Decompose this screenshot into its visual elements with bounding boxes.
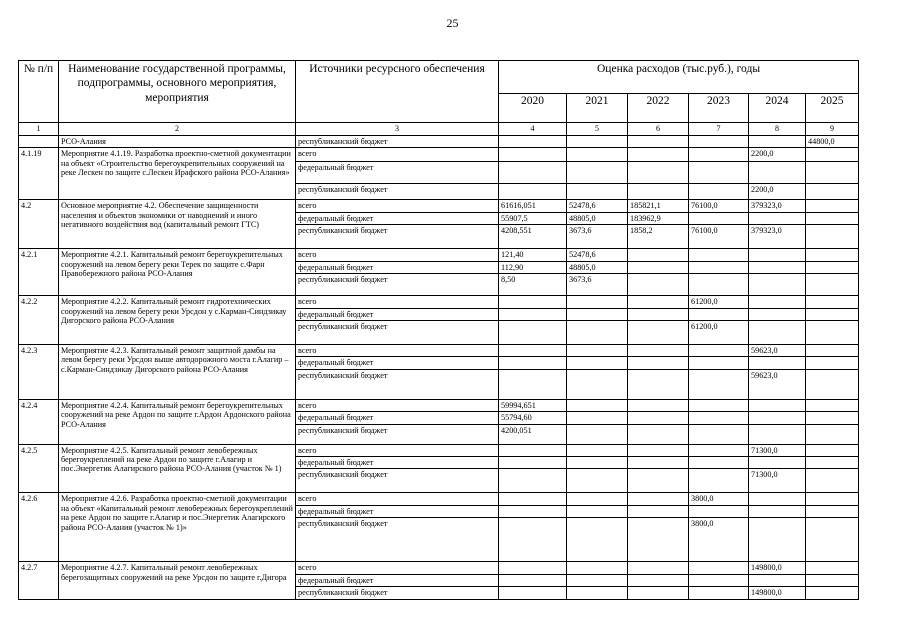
cost-cell [806, 308, 859, 320]
cost-cell: 52478,6 [567, 249, 628, 261]
cost-cell: 59623,0 [749, 344, 806, 356]
cost-cell [628, 136, 689, 148]
cost-cell [689, 136, 749, 148]
cost-cell [689, 457, 749, 469]
source-label: федеральный бюджет [296, 412, 499, 424]
cost-cell [499, 162, 567, 184]
cost-cell [628, 184, 689, 200]
source-label: всего [296, 148, 499, 162]
cost-cell [567, 162, 628, 184]
cost-cell [628, 493, 689, 505]
cost-cell [628, 274, 689, 296]
cost-cell [628, 261, 689, 273]
row-name: Мероприятие 4.2.2. Капитальный ремонт гидротехнических сооружений на левом берегу реки Урсдон у с.Карман-Синдзикау Дигорского района РСО-Алания [59, 296, 296, 345]
cost-cell [689, 249, 749, 261]
cost-cell [806, 399, 859, 411]
cost-cell [567, 444, 628, 456]
cost-cell [499, 505, 567, 517]
cost-cell [689, 184, 749, 200]
source-label: всего [296, 399, 499, 411]
cost-cell [749, 505, 806, 517]
row-name: Мероприятие 4.1.19. Разработка проектно-сметной документации на объект «Строительство берегоукрепительных сооружений на реке Лескен по защите с.Лескен Ирафского района РСО-Алания» [59, 148, 296, 200]
table-row [19, 249, 859, 261]
cost-cell [567, 505, 628, 517]
cost-cell [628, 162, 689, 184]
source-label: федеральный бюджет [296, 212, 499, 224]
cost-cell [689, 212, 749, 224]
cost-cell: 183962,9 [628, 212, 689, 224]
row-number: 4.2.6 [19, 493, 59, 562]
cost-cell [749, 574, 806, 586]
source-label: федеральный бюджет [296, 505, 499, 517]
row-name: РСО-Алания [59, 136, 296, 148]
table-row [19, 136, 859, 148]
row-name: Мероприятие 4.2.3. Капитальный ремонт защитной дамбы на левом берегу реки Урсдон выше автодорожного моста г.Алагир – с.Карман-Синдзикау Дигорского района РСО-Алания [59, 344, 296, 399]
header-name: Наименование государственной программы, подпрограммы, основного мероприятия, мероприятия [59, 61, 296, 123]
source-label: федеральный бюджет [296, 357, 499, 369]
cost-cell [689, 424, 749, 444]
cost-cell [628, 369, 689, 399]
cost-cell [628, 469, 689, 493]
source-label: республиканский бюджет [296, 369, 499, 399]
source-label: всего [296, 249, 499, 261]
cost-cell [749, 308, 806, 320]
row-name: Мероприятие 4.2.6. Разработка проектно-сметной документации на объект «Капитальный ремонт левобережных берегоукреплений на реке Ардон по защите г.Алагир и пос.Энергетик Алагирского района РСО-Алания (участок № 1)» [59, 493, 296, 562]
cost-cell: 61200,0 [689, 320, 749, 344]
cost-cell: 44800,0 [806, 136, 859, 148]
cost-cell [567, 493, 628, 505]
cost-cell: 185821,1 [628, 200, 689, 212]
cost-cell [806, 225, 859, 249]
row-number: 4.2.1 [19, 249, 59, 296]
column-number: 7 [689, 123, 749, 136]
cost-cell [689, 505, 749, 517]
header-costs: Оценка расходов (тыс.руб.), годы [499, 61, 859, 94]
table-row [19, 344, 859, 356]
cost-cell [806, 444, 859, 456]
cost-cell [749, 412, 806, 424]
cost-cell: 3673,6 [567, 225, 628, 249]
cost-cell [567, 344, 628, 356]
cost-cell [749, 162, 806, 184]
source-label: федеральный бюджет [296, 308, 499, 320]
cost-cell: 55907,5 [499, 212, 567, 224]
cost-cell [567, 574, 628, 586]
cost-cell [689, 261, 749, 273]
cost-cell: 3673,6 [567, 274, 628, 296]
source-label: всего [296, 200, 499, 212]
source-label: всего [296, 444, 499, 456]
source-label: всего [296, 562, 499, 574]
cost-cell [499, 369, 567, 399]
table-row [19, 148, 859, 162]
cost-cell: 76100,0 [689, 225, 749, 249]
cost-cell [806, 412, 859, 424]
column-number: 9 [806, 123, 859, 136]
cost-cell: 1858,2 [628, 225, 689, 249]
cost-cell: 48805,0 [567, 212, 628, 224]
cost-cell: 2200,0 [749, 148, 806, 162]
table-row [19, 200, 859, 212]
source-label: федеральный бюджет [296, 261, 499, 273]
cost-cell [806, 296, 859, 308]
cost-cell [567, 148, 628, 162]
cost-cell [567, 469, 628, 493]
cost-cell [628, 296, 689, 308]
cost-cell [749, 296, 806, 308]
header-year: 2023 [689, 94, 749, 123]
cost-cell [806, 261, 859, 273]
cost-cell [806, 424, 859, 444]
cost-cell [806, 148, 859, 162]
cost-cell [628, 249, 689, 261]
cost-cell: 149800,0 [749, 562, 806, 574]
row-number: 4.2.5 [19, 444, 59, 493]
cost-cell [689, 148, 749, 162]
cost-cell [806, 344, 859, 356]
cost-cell: 59623,0 [749, 369, 806, 399]
cost-cell [689, 399, 749, 411]
row-number: 4.2.4 [19, 399, 59, 444]
cost-cell [806, 369, 859, 399]
cost-cell [749, 212, 806, 224]
source-label: республиканский бюджет [296, 469, 499, 493]
column-number: 8 [749, 123, 806, 136]
cost-cell [567, 412, 628, 424]
table-row [19, 562, 859, 574]
cost-cell [567, 518, 628, 562]
cost-cell: 3800,0 [689, 493, 749, 505]
row-name: Мероприятие 4.2.1. Капитальный ремонт берегоукрепительных сооружений на левом берегу реки Терек по защите с.Фарн Правобережного района РСО-Алания [59, 249, 296, 296]
cost-cell [567, 424, 628, 444]
cost-cell [628, 344, 689, 356]
cost-cell [499, 574, 567, 586]
cost-cell: 379323,0 [749, 200, 806, 212]
cost-cell [806, 518, 859, 562]
cost-cell: 4200,051 [499, 424, 567, 444]
column-number: 5 [567, 123, 628, 136]
cost-cell [628, 457, 689, 469]
row-number: 4.2 [19, 200, 59, 249]
cost-cell [567, 369, 628, 399]
cost-cell [567, 457, 628, 469]
row-number: 4.2.2 [19, 296, 59, 345]
row-number: 4.2.7 [19, 562, 59, 599]
cost-cell: 55794,60 [499, 412, 567, 424]
cost-cell: 112,90 [499, 261, 567, 273]
cost-cell [628, 505, 689, 517]
cost-cell [749, 261, 806, 273]
cost-cell [567, 308, 628, 320]
cost-cell [499, 444, 567, 456]
row-number: 4.1.19 [19, 148, 59, 200]
source-label: республиканский бюджет [296, 274, 499, 296]
cost-cell [628, 562, 689, 574]
cost-cell [806, 212, 859, 224]
cost-cell [567, 296, 628, 308]
cost-cell [567, 184, 628, 200]
cost-cell [689, 444, 749, 456]
column-number: 6 [628, 123, 689, 136]
cost-cell: 379323,0 [749, 225, 806, 249]
cost-cell [499, 357, 567, 369]
cost-cell [806, 200, 859, 212]
cost-cell [628, 412, 689, 424]
budget-table [18, 60, 859, 600]
cost-cell [806, 357, 859, 369]
cost-cell [806, 320, 859, 344]
cost-cell: 2200,0 [749, 184, 806, 200]
column-number: 2 [59, 123, 296, 136]
header-year: 2022 [628, 94, 689, 123]
source-label: всего [296, 344, 499, 356]
source-label: федеральный бюджет [296, 457, 499, 469]
cost-cell [499, 562, 567, 574]
cost-cell [499, 518, 567, 562]
cost-cell [628, 587, 689, 599]
cost-cell: 52478,6 [567, 200, 628, 212]
cost-cell: 61616,051 [499, 200, 567, 212]
table-body [19, 136, 859, 600]
row-name: Мероприятие 4.2.5. Капитальный ремонт левобережных берегоукреплений на реке Ардон по защите г.Алагир и пос.Энергетик Алагирского района РСО-Алания (участок № 1) [59, 444, 296, 493]
cost-cell: 8,50 [499, 274, 567, 296]
cost-cell [499, 457, 567, 469]
source-label: республиканский бюджет [296, 225, 499, 249]
cost-cell: 59994,651 [499, 399, 567, 411]
source-label: республиканский бюджет [296, 518, 499, 562]
table-row [19, 493, 859, 505]
cost-cell: 48805,0 [567, 261, 628, 273]
cost-cell [689, 357, 749, 369]
column-number: 3 [296, 123, 499, 136]
cost-cell [567, 399, 628, 411]
row-name: Мероприятие 4.2.7. Капитальный ремонт левобережных берегозащитных сооружений на реке Урсдон по защите г.Дигора [59, 562, 296, 599]
cost-cell [806, 469, 859, 493]
cost-cell: 4208,551 [499, 225, 567, 249]
cost-cell [749, 274, 806, 296]
header-no: № п/п [19, 61, 59, 123]
cost-cell [628, 357, 689, 369]
cost-cell [628, 308, 689, 320]
cost-cell [628, 444, 689, 456]
cost-cell [689, 308, 749, 320]
page-number: 25 [446, 16, 459, 30]
row-name: Основное мероприятие 4.2. Обеспечение защищенности населения и объектов экономики от наводнений и иного негативного воздействия вод (капитальный ремонт ГТС) [59, 200, 296, 249]
header-source: Источники ресурсного обеспечения [296, 61, 499, 123]
cost-cell [806, 574, 859, 586]
source-label: республиканский бюджет [296, 320, 499, 344]
cost-cell [806, 457, 859, 469]
cost-cell [567, 562, 628, 574]
row-name: Мероприятие 4.2.4. Капитальный ремонт берегоукрепительных сооружений на реке Ардон по защите г.Ардон Ардонского района РСО-Алания [59, 399, 296, 444]
cost-cell [499, 344, 567, 356]
cost-cell [806, 505, 859, 517]
cost-cell [567, 320, 628, 344]
column-number: 4 [499, 123, 567, 136]
cost-cell [628, 424, 689, 444]
cost-cell [806, 162, 859, 184]
cost-cell [499, 148, 567, 162]
cost-cell: 76100,0 [689, 200, 749, 212]
cost-cell [499, 308, 567, 320]
cost-cell [628, 574, 689, 586]
cost-cell [499, 587, 567, 599]
cost-cell [806, 274, 859, 296]
cost-cell [749, 399, 806, 411]
cost-cell: 61200,0 [689, 296, 749, 308]
cost-cell [689, 574, 749, 586]
source-label: федеральный бюджет [296, 162, 499, 184]
header-year: 2021 [567, 94, 628, 123]
source-label: республиканский бюджет [296, 587, 499, 599]
source-label: республиканский бюджет [296, 136, 499, 148]
cost-cell [499, 136, 567, 148]
cost-cell [806, 493, 859, 505]
cost-cell [806, 562, 859, 574]
cost-cell [806, 184, 859, 200]
cost-cell [567, 357, 628, 369]
header-year: 2020 [499, 94, 567, 123]
cost-cell [628, 148, 689, 162]
cost-cell [806, 249, 859, 261]
cost-cell [499, 493, 567, 505]
cost-cell [749, 493, 806, 505]
cost-cell [567, 587, 628, 599]
header-year: 2024 [749, 94, 806, 123]
cost-cell [749, 136, 806, 148]
cost-cell [689, 344, 749, 356]
source-label: республиканский бюджет [296, 424, 499, 444]
cost-cell [689, 412, 749, 424]
cost-cell [749, 249, 806, 261]
cost-cell [806, 587, 859, 599]
cost-cell [689, 587, 749, 599]
table-row [19, 444, 859, 456]
column-number: 1 [19, 123, 59, 136]
header-year: 2025 [806, 94, 859, 123]
source-label: всего [296, 296, 499, 308]
source-label: федеральный бюджет [296, 574, 499, 586]
cost-cell [499, 184, 567, 200]
cost-cell [499, 296, 567, 308]
cost-cell [749, 457, 806, 469]
table-row [19, 296, 859, 308]
cost-cell [499, 469, 567, 493]
cost-cell [689, 274, 749, 296]
cost-cell: 71300,0 [749, 469, 806, 493]
cost-cell: 121,40 [499, 249, 567, 261]
cost-cell: 149800,0 [749, 587, 806, 599]
cost-cell [749, 357, 806, 369]
cost-cell [628, 399, 689, 411]
cost-cell [689, 469, 749, 493]
source-label: республиканский бюджет [296, 184, 499, 200]
cost-cell [689, 369, 749, 399]
cost-cell [749, 320, 806, 344]
row-number: 4.2.3 [19, 344, 59, 399]
cost-cell [628, 518, 689, 562]
cost-cell: 71300,0 [749, 444, 806, 456]
source-label: всего [296, 493, 499, 505]
cost-cell [749, 518, 806, 562]
cost-cell [628, 320, 689, 344]
row-number [19, 136, 59, 148]
cost-cell: 3800,0 [689, 518, 749, 562]
cost-cell [689, 162, 749, 184]
cost-cell [499, 320, 567, 344]
cost-cell [749, 424, 806, 444]
table-row [19, 399, 859, 411]
cost-cell [689, 562, 749, 574]
cost-cell [567, 136, 628, 148]
